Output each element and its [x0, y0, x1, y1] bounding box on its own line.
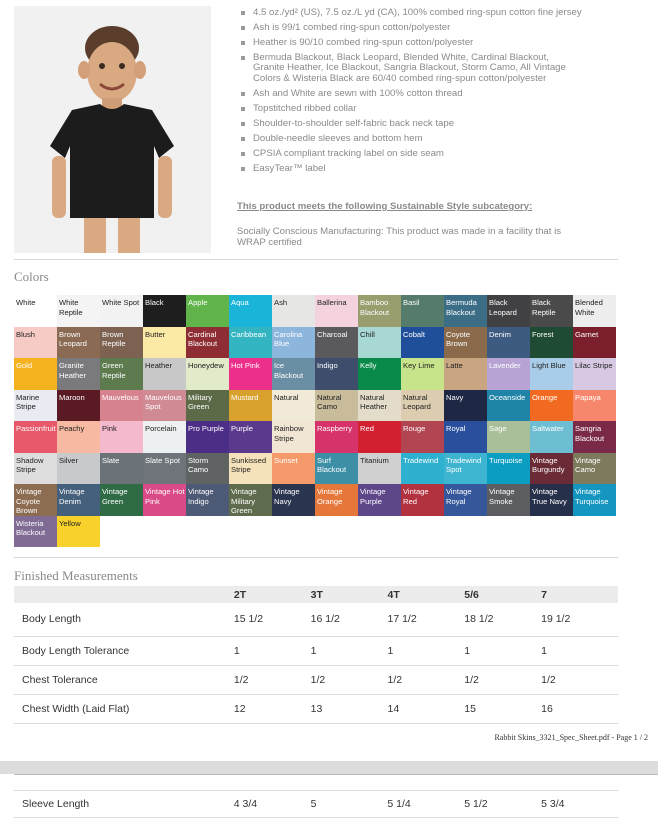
table-cell: 15 — [464, 694, 541, 723]
color-swatch: Forest — [530, 327, 573, 359]
size-header-row — [14, 586, 618, 603]
color-swatch: Marine Stripe — [14, 390, 57, 422]
color-swatch: Vintage Denim — [57, 484, 100, 516]
color-swatch: Vintage Green — [100, 484, 143, 516]
table-cell: 1/2 — [464, 665, 541, 694]
color-swatch: Basil — [401, 295, 444, 327]
color-swatch: Tradewind — [401, 453, 444, 485]
color-swatch: Mauvelous — [100, 390, 143, 422]
color-swatch: Wisteria Blackout — [14, 516, 57, 548]
color-swatch: Heather — [143, 358, 186, 390]
color-swatch: Caribbean — [229, 327, 272, 359]
color-swatch: Shadow Stripe — [14, 453, 57, 485]
color-swatch: Passionfruit — [14, 421, 57, 453]
color-swatch: Brown Leopard — [57, 327, 100, 359]
color-swatch: Turquoise — [487, 453, 530, 485]
color-swatch: Lavender — [487, 358, 530, 390]
color-swatch: Cobalt — [401, 327, 444, 359]
feature-item: Ash is 99/1 combed ring-spun cotton/polyester — [237, 23, 582, 33]
feature-item: Bermuda Blackout, Black Leopard, Blended White, Cardinal Blackout, Granite Heather, Ice Blackout, Sangria Blackout, Storm Camo, All Vintage Colors & Wisteria Black are 60/40 combed ring-spun cotton/polyester — [237, 53, 582, 84]
color-swatch: Honeydew — [186, 358, 229, 390]
color-swatch: Apple — [186, 295, 229, 327]
color-swatch: Kelly — [358, 358, 401, 390]
color-swatch: Sunset — [272, 453, 315, 485]
measurements-table-continued — [14, 790, 618, 818]
color-swatch: Sage — [487, 421, 530, 453]
color-swatch: Vintage Indigo — [186, 484, 229, 516]
table-row — [14, 694, 618, 723]
color-swatch: Light Blue — [530, 358, 573, 390]
color-swatch: Slate — [100, 453, 143, 485]
color-swatch: Sangria Blackout — [573, 421, 616, 453]
toddler-tshirt-image — [14, 6, 211, 253]
color-swatch: Indigo — [315, 358, 358, 390]
color-swatch: Coyote Brown — [444, 327, 487, 359]
measurements-table — [14, 586, 618, 724]
feature-item: Heather is 90/10 combed ring-spun cotton/polyester — [237, 38, 582, 48]
table-row — [14, 791, 618, 818]
color-swatch: Peachy — [57, 421, 100, 453]
color-swatch: Vintage Hot Pink — [143, 484, 186, 516]
color-swatch: Vintage Burgundy — [530, 453, 573, 485]
table-cell: 19 1/2 — [541, 603, 618, 636]
color-swatch: Natural Camo — [315, 390, 358, 422]
table-cell: 15 1/2 — [234, 603, 311, 636]
table-cell: 5 1/2 — [464, 791, 541, 818]
color-swatch: Navy — [444, 390, 487, 422]
color-swatch: Vintage Purple — [358, 484, 401, 516]
color-swatch: Butter — [143, 327, 186, 359]
table-cell: 5 1/4 — [387, 791, 464, 818]
table-cell: 1 — [234, 636, 311, 665]
color-swatch: Tradewind Spot — [444, 453, 487, 485]
color-swatch: Bamboo Blackout — [358, 295, 401, 327]
size-header: 4T — [387, 586, 464, 603]
page-separator — [0, 761, 658, 774]
color-swatch: Papaya — [573, 390, 616, 422]
color-swatch: Carolina Blue — [272, 327, 315, 359]
feature-item: EasyTear™ label — [237, 164, 582, 174]
color-swatch: Latte — [444, 358, 487, 390]
color-swatch: Black Leopard — [487, 295, 530, 327]
table-row — [14, 603, 618, 636]
feature-list — [237, 8, 582, 179]
color-swatch: Yellow — [57, 516, 100, 548]
color-swatch: Pink — [100, 421, 143, 453]
divider — [14, 557, 618, 558]
size-header: 2T — [234, 586, 311, 603]
feature-item: CPSIA compliant tracking label on side seam — [237, 149, 582, 159]
table-cell: 4 3/4 — [234, 791, 311, 818]
color-swatch-grid — [14, 295, 616, 547]
table-cell: 1/2 — [311, 665, 388, 694]
table-cell: 16 1/2 — [311, 603, 388, 636]
colors-heading: Colors — [14, 269, 49, 284]
color-swatch: Natural Leopard — [401, 390, 444, 422]
color-swatch: Ballerina — [315, 295, 358, 327]
color-swatch: Storm Camo — [186, 453, 229, 485]
color-swatch: Blended White — [573, 295, 616, 327]
feature-item: Topstitched ribbed collar — [237, 104, 582, 114]
feature-item: Ash and White are sewn with 100% cotton thread — [237, 89, 582, 99]
color-swatch: Vintage Royal — [444, 484, 487, 516]
color-swatch: Hot Pink — [229, 358, 272, 390]
row-label: Chest Width (Laid Flat) — [14, 694, 234, 723]
table-cell: 5 — [311, 791, 388, 818]
measurements-heading: Finished Measurements — [14, 568, 138, 583]
row-label: Body Length — [14, 603, 234, 636]
color-swatch: Bermuda Blackout — [444, 295, 487, 327]
color-swatch: Blush — [14, 327, 57, 359]
product-photo — [14, 6, 211, 253]
color-swatch: Key Lime — [401, 358, 444, 390]
color-swatch: Cardinal Blackout — [186, 327, 229, 359]
color-swatch: Oceanside — [487, 390, 530, 422]
color-swatch: Vintage True Navy — [530, 484, 573, 516]
row-label: Sleeve Length — [14, 791, 234, 818]
color-swatch: Charcoal — [315, 327, 358, 359]
color-swatch: Mustard — [229, 390, 272, 422]
color-swatch: Surf Blackout — [315, 453, 358, 485]
table-cell: 5 3/4 — [541, 791, 618, 818]
table-cell: 1 — [464, 636, 541, 665]
table-cell: 1/2 — [541, 665, 618, 694]
table-row — [14, 636, 618, 665]
color-swatch: Vintage Smoke — [487, 484, 530, 516]
feature-item: Double-needle sleeves and bottom hem — [237, 134, 582, 144]
color-swatch: Black Reptile — [530, 295, 573, 327]
size-header: 3T — [311, 586, 388, 603]
color-swatch: White Spot — [100, 295, 143, 327]
table-cell: 1/2 — [387, 665, 464, 694]
color-swatch: Saltwater — [530, 421, 573, 453]
row-label: Body Length Tolerance — [14, 636, 234, 665]
color-swatch: Red — [358, 421, 401, 453]
color-swatch: Royal — [444, 421, 487, 453]
color-swatch: Pro Purple — [186, 421, 229, 453]
table-row — [14, 665, 618, 694]
table-cell: 17 1/2 — [387, 603, 464, 636]
color-swatch: Granite Heather — [57, 358, 100, 390]
size-header: 7 — [541, 586, 618, 603]
color-swatch: Chill — [358, 327, 401, 359]
feature-item: 4.5 oz./yd² (US), 7.5 oz./L yd (CA), 100% combed ring-spun cotton fine jersey — [237, 8, 582, 18]
color-swatch: Aqua — [229, 295, 272, 327]
size-header: 5/6 — [464, 586, 541, 603]
table-cell: 16 — [541, 694, 618, 723]
color-swatch: Slate Spot — [143, 453, 186, 485]
divider — [14, 259, 618, 260]
feature-item: Shoulder-to-shoulder self-fabric back neck tape — [237, 119, 582, 129]
color-swatch: Denim — [487, 327, 530, 359]
color-swatch: White Reptile — [57, 295, 100, 327]
color-swatch: Orange — [530, 390, 573, 422]
table-cell: 1 — [541, 636, 618, 665]
color-swatch: Maroon — [57, 390, 100, 422]
color-swatch: Vintage Orange — [315, 484, 358, 516]
color-swatch: Ice Blackout — [272, 358, 315, 390]
color-swatch: Sunkissed Stripe — [229, 453, 272, 485]
color-swatch: Rainbow Stripe — [272, 421, 315, 453]
table-cell: 18 1/2 — [464, 603, 541, 636]
page-top-edge — [14, 774, 658, 781]
color-swatch: Vintage Navy — [272, 484, 315, 516]
color-swatch: Green Reptile — [100, 358, 143, 390]
color-swatch: Black — [143, 295, 186, 327]
table-cell: 12 — [234, 694, 311, 723]
color-swatch: Vintage Turquoise — [573, 484, 616, 516]
table-cell: 1/2 — [234, 665, 311, 694]
color-swatch: Garnet — [573, 327, 616, 359]
color-swatch: Lilac Stripe — [573, 358, 616, 390]
table-cell: 1 — [387, 636, 464, 665]
color-swatch: Natural Heather — [358, 390, 401, 422]
color-swatch: Silver — [57, 453, 100, 485]
color-swatch: Vintage Coyote Brown — [14, 484, 57, 516]
color-swatch: Porcelain — [143, 421, 186, 453]
color-swatch: White — [14, 295, 57, 327]
table-cell: 14 — [387, 694, 464, 723]
color-swatch: Vintage Military Green — [229, 484, 272, 516]
color-swatch: Vintage Red — [401, 484, 444, 516]
table-cell: 13 — [311, 694, 388, 723]
color-swatch: Raspberry — [315, 421, 358, 453]
color-swatch: Vintage Camo — [573, 453, 616, 485]
color-swatch: Military Green — [186, 390, 229, 422]
color-swatch: Rouge — [401, 421, 444, 453]
color-swatch: Gold — [14, 358, 57, 390]
color-swatch: Brown Reptile — [100, 327, 143, 359]
sustainable-heading: This product meets the following Sustainable Style subcategory: — [237, 201, 533, 212]
row-label: Chest Tolerance — [14, 665, 234, 694]
color-swatch: Titanium — [358, 453, 401, 485]
color-swatch: Mauvelous Spot — [143, 390, 186, 422]
sustainable-description: Socially Conscious Manufacturing: This product was made in a facility that is WRAP certified — [237, 226, 562, 249]
color-swatch: Purple — [229, 421, 272, 453]
page-footer: Rabbit Skins_3321_Spec_Sheet.pdf - Page 1 / 2 — [494, 733, 648, 742]
table-cell: 1 — [311, 636, 388, 665]
color-swatch: Ash — [272, 295, 315, 327]
color-swatch: Natural — [272, 390, 315, 422]
